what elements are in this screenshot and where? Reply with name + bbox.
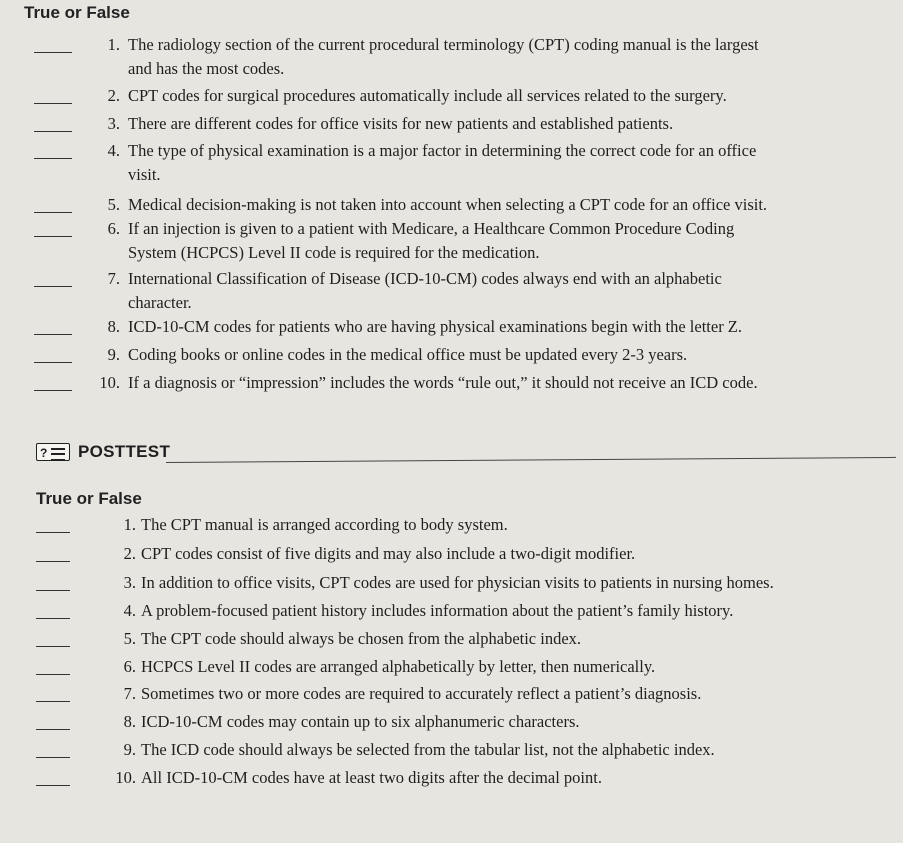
question-text: If an injection is given to a patient with Medicare, a Healthcare Common Procedure Coding [128,219,735,238]
question-text: A problem-focused patient history includes information about the patient’s family history. [141,601,734,620]
answer-blank[interactable] [36,618,70,619]
question-number: 7. [123,684,136,703]
question-number: 2. [107,86,120,105]
answer-blank[interactable] [36,561,70,562]
question-number: 1. [107,35,120,54]
question-text: All ICD-10-CM codes have at least two digits after the decimal point. [141,768,602,787]
question-text: ICD-10-CM codes may contain up to six alphanumeric characters. [141,712,580,731]
question-number: 4. [107,141,120,160]
question-text: The CPT code should always be chosen from the alphabetic index. [141,629,582,648]
answer-blank[interactable] [34,212,72,213]
answer-blank[interactable] [36,785,70,786]
question-text: Coding books or online codes in the medical office must be updated every 2-3 years. [128,345,688,364]
question-number: 3. [123,573,136,592]
question-number: 3. [107,114,120,133]
answer-blank[interactable] [34,390,72,391]
question-text: Medical decision-making is not taken into account when selecting a CPT code for an office visit. [128,195,768,214]
answer-blank[interactable] [36,701,70,702]
question-number: 9. [107,345,120,364]
question-text: International Classification of Disease (ICD-10-CM) codes always end with an alphabetic [128,269,722,288]
question-text: If a diagnosis or “impression” includes the words “rule out,” it should not receive an ICD code. [128,373,758,392]
answer-blank[interactable] [36,729,70,730]
question-text: Sometimes two or more codes are required to accurately reflect a patient’s diagnosis. [141,684,702,703]
question-text: The CPT manual is arranged according to body system. [141,515,508,534]
question-number: 10. [99,373,120,392]
question-text: System (HCPCS) Level II code is required for the medication. [128,243,540,262]
posttest-label: POSTTEST [78,442,171,461]
question-text: The radiology section of the current procedural terminology (CPT) coding manual is the largest [128,35,759,54]
question-list-icon [36,443,70,461]
question-text: ICD-10-CM codes for patients who are having physical examinations begin with the letter Z. [128,317,743,336]
question-text: HCPCS Level II codes are arranged alphabetically by letter, then numerically. [141,657,656,676]
question-number: 7. [107,269,120,288]
question-number: 6. [123,657,136,676]
question-text: character. [128,293,192,312]
answer-blank[interactable] [36,757,70,758]
answer-blank[interactable] [34,103,72,104]
question-number: 5. [123,629,136,648]
question-number: 8. [123,712,136,731]
answer-blank[interactable] [34,236,72,237]
question-number: 1. [123,515,136,534]
question-number: 4. [123,601,136,620]
question-mark: ? [40,446,48,460]
answer-blank[interactable] [34,131,72,132]
answer-blank[interactable] [34,362,72,363]
answer-blank[interactable] [36,590,70,591]
question-text: The type of physical examination is a major factor in determining the correct code for an office [128,141,757,160]
question-number: 6. [107,219,120,238]
question-text: CPT codes for surgical procedures automatically include all services related to the surgery. [128,86,727,105]
posttest-header [36,441,896,465]
question-number: 2. [123,544,136,563]
answer-blank[interactable] [34,334,72,335]
section1-title: True or False [24,3,130,22]
answer-blank[interactable] [36,646,70,647]
question-text: There are different codes for office visits for new patients and established patients. [128,114,674,133]
question-text: In addition to office visits, CPT codes are used for physician visits to patients in nursing homes. [141,573,774,592]
answer-blank[interactable] [34,158,72,159]
posttest-rule [166,457,896,463]
answer-blank[interactable] [34,286,72,287]
question-number: 8. [107,317,120,336]
question-text: and has the most codes. [128,59,285,78]
question-text: CPT codes consist of five digits and may also include a two-digit modifier. [141,544,636,563]
question-number: 9. [123,740,136,759]
answer-blank[interactable] [34,52,72,53]
question-number: 10. [115,768,136,787]
section2-title: True or False [36,489,142,508]
answer-blank[interactable] [36,674,70,675]
question-number: 5. [107,195,120,214]
answer-blank[interactable] [36,532,70,533]
question-text: visit. [128,165,161,184]
question-text: The ICD code should always be selected from the tabular list, not the alphabetic index. [141,740,715,759]
